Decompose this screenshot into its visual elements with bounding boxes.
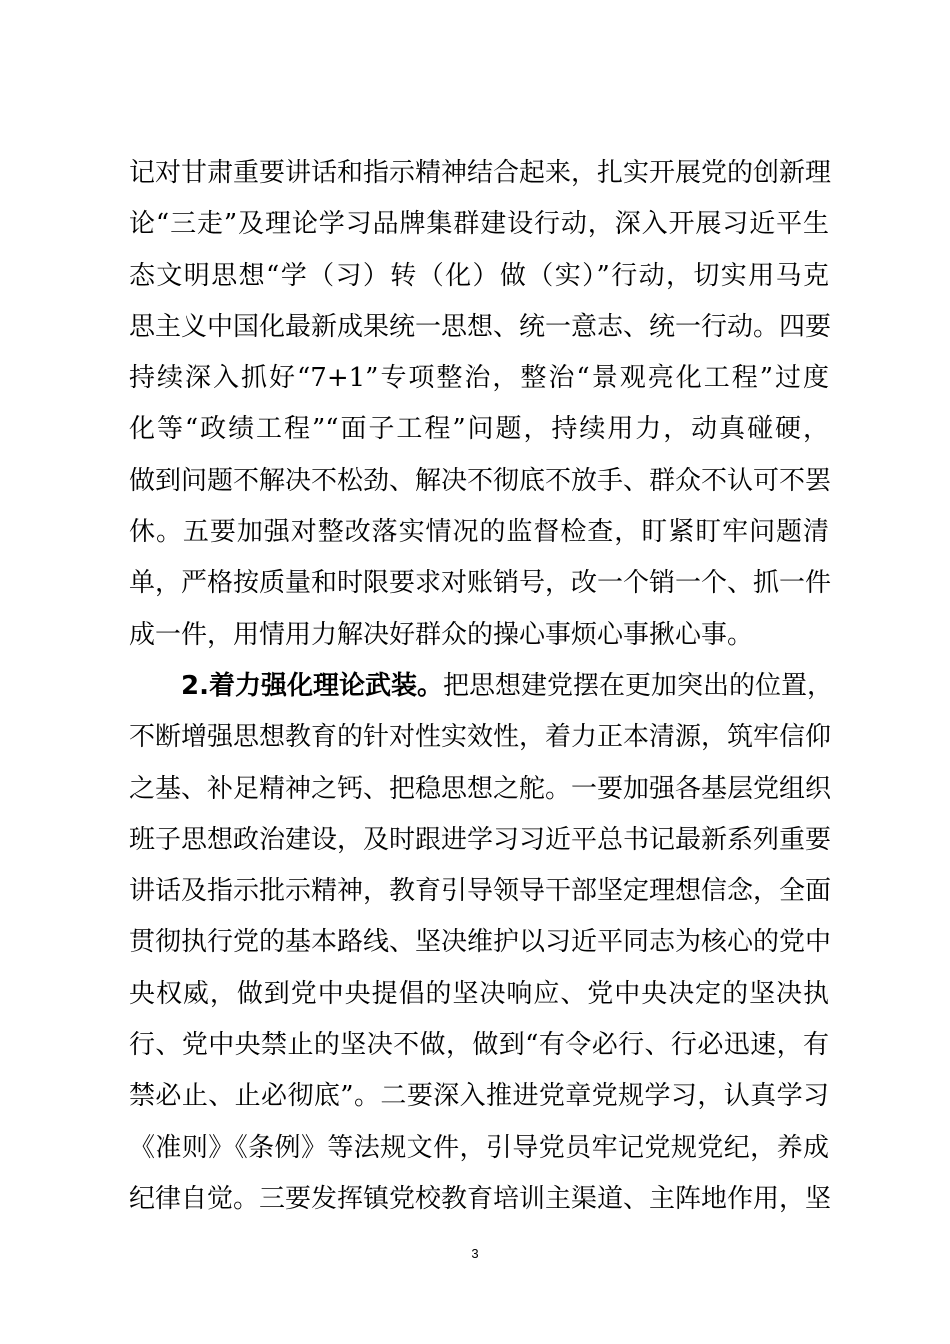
text-line: 单，严格按质量和时限要求对账销号，改一个销一个、抓一件 bbox=[129, 568, 832, 599]
text-line: 休。五要加强对整改落实情况的监督检查，盯紧盯牢问题清 bbox=[129, 517, 829, 548]
paragraph-2 bbox=[129, 661, 833, 1225]
section-heading: 2.着力强化理论武装。 bbox=[181, 670, 443, 701]
text-line: 《准则》《条例》等法规文件，引导党员牢记党规党纪，养成 bbox=[129, 1132, 829, 1163]
text-line: 做到问题不解决不松劲、解决不彻底不放手、群众不认可不罢 bbox=[129, 465, 832, 496]
text-line: 持续深入抓好“7+1”专项整治，整治“景观亮化工程”过度 bbox=[129, 363, 829, 394]
text-line: 纪律自觉。三要发挥镇党校教育培训主渠道、主阵地作用，坚 bbox=[129, 1183, 832, 1214]
page-number: 3 bbox=[471, 1246, 479, 1261]
paragraph-continued bbox=[129, 148, 832, 661]
text-line: 之基、补足精神之钙、把稳思想之舵。一要加强各基层党组织 bbox=[129, 773, 832, 804]
text-line: 贯彻执行党的基本路线、坚决维护以习近平同志为核心的党中 bbox=[129, 927, 832, 958]
text-line: 讲话及指示批示精神，教育引导领导干部坚定理想信念，全面 bbox=[129, 876, 832, 907]
text-line: 化等“政绩工程”“面子工程”问题，持续用力，动真碰硬， bbox=[129, 414, 829, 445]
text-line: 禁必止、止必彻底”。二要深入推进党章党规学习，认真学习 bbox=[129, 1081, 829, 1112]
text-line: 思主义中国化最新成果统一思想、统一意志、统一行动。四要 bbox=[129, 311, 832, 342]
text-line: 央权威，做到党中央提倡的坚决响应、党中央决定的坚决执 bbox=[129, 978, 829, 1009]
body-text bbox=[129, 148, 833, 1225]
text-run: 把思想建党摆在更加突出的位置， bbox=[442, 670, 833, 701]
text-line: 行、党中央禁止的坚决不做，做到“有令必行、行必迅速，有 bbox=[129, 1030, 829, 1061]
text-line: 记对甘肃重要讲话和指示精神结合起来，扎实开展党的创新理 bbox=[129, 158, 832, 188]
text-line: 不断增强思想教育的针对性实效性，着力正本清源，筑牢信仰 bbox=[129, 722, 832, 753]
text-line: 成一件，用情用力解决好群众的操心事烦心事揪心事。 bbox=[129, 619, 754, 650]
text-line: 论“三走”及理论学习品牌集群建设行动，深入开展习近平生 bbox=[129, 209, 829, 240]
text-line: 班子思想政治建设，及时跟进学习习近平总书记最新系列重要 bbox=[129, 824, 832, 855]
text-line: 态文明思想“学（习）转（化）做（实）”行动，切实用马克 bbox=[129, 260, 829, 291]
paragraph-first-line bbox=[129, 661, 833, 712]
